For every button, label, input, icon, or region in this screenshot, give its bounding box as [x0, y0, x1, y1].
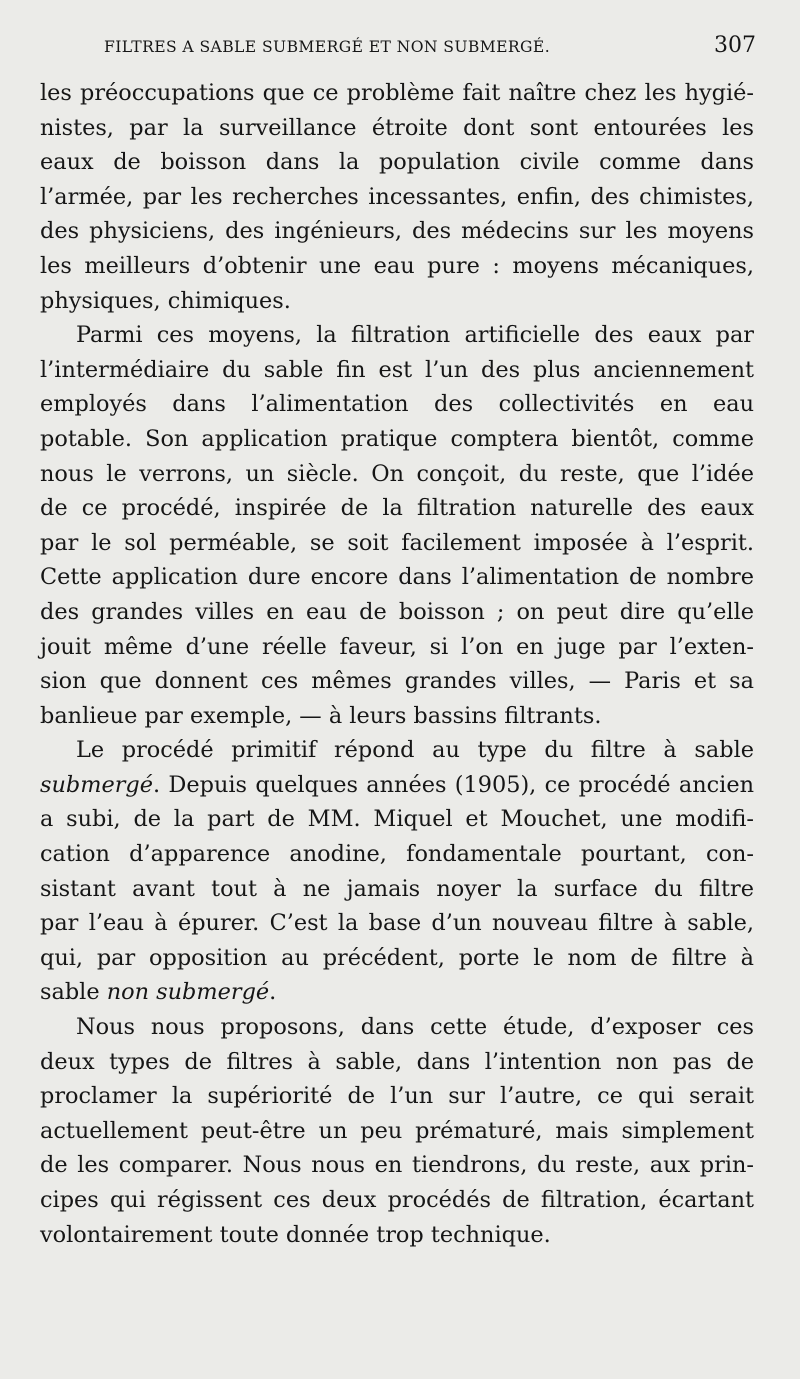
paragraph: [40, 76, 754, 318]
text-line: par le sol perméable, se soit facilement imposée à l’esprit.: [40, 529, 754, 556]
text-line: a subi, de la part de MM. Miquel et Mouchet, une modifi-: [40, 806, 754, 833]
text-line: banlieue par exemple, — à leurs bassins filtrants.: [40, 702, 602, 729]
body-text: [40, 76, 754, 1252]
paragraph: [40, 1010, 754, 1252]
text-line: eaux de boisson dans la population civile comme dans: [40, 149, 754, 176]
text-line: de les comparer. Nous nous en tiendrons, du reste, aux prin-: [40, 1152, 754, 1179]
text-line: l’intermédiaire du sable fin est l’un des plus anciennement: [40, 356, 754, 383]
paragraph: [40, 733, 754, 1010]
text-line: deux types de filtres à sable, dans l’intention non pas de: [40, 1048, 754, 1075]
text-line: jouit même d’une réelle faveur, si l’on en juge par l’exten-: [40, 633, 754, 660]
text-line: Le procédé primitif répond au type du filtre à sable: [76, 737, 754, 764]
text-line: sable non submergé.: [40, 979, 277, 1006]
text-line: qui, par opposition au précédent, porte le nom de filtre à: [40, 944, 754, 971]
text-line: cation d’apparence anodine, fondamentale pourtant, con-: [40, 841, 754, 868]
italic-term: submergé: [40, 771, 154, 798]
text-line: les meilleurs d’obtenir une eau pure : moyens mécaniques,: [40, 252, 754, 279]
text-line: volontairement toute donnée trop technique.: [40, 1221, 551, 1248]
text-line: cipes qui régissent ces deux procédés de filtration, écartant: [40, 1187, 754, 1213]
text-line: nistes, par la surveillance étroite dont sont entourées les: [40, 114, 754, 141]
text-line: les préoccupations que ce problème fait naître chez les hygié-: [40, 80, 754, 106]
running-head: [64, 34, 754, 74]
text-line: des grandes villes en eau de boisson ; on peut dire qu’elle: [40, 598, 754, 625]
text-line: potable. Son application pratique comptera bientôt, comme: [40, 425, 754, 452]
text-line: proclamer la supériorité de l’un sur l’autre, ce qui serait: [40, 1083, 754, 1110]
text-line: de ce procédé, inspirée de la filtration naturelle des eaux: [40, 495, 754, 522]
text-line: Parmi ces moyens, la filtration artificielle des eaux par: [76, 322, 754, 349]
text-line: des physiciens, des ingénieurs, des médecins sur les moyens: [40, 218, 754, 245]
text-line: [40, 768, 754, 803]
text-line: sistant avant tout à ne jamais noyer la surface du filtre: [40, 875, 754, 902]
text-line: par l’eau à épurer. C’est la base d’un nouveau filtre à sable,: [40, 910, 754, 937]
running-head-title: FILTRES A SABLE SUBMERGÉ ET NON SUBMERGÉ.: [104, 38, 551, 56]
italic-term: submergé. Depuis quelques années (1905), ce procédé ancien: [40, 771, 754, 798]
text-line: Cette application dure encore dans l’alimentation de nombre: [40, 564, 754, 591]
text-line: Nous nous proposons, dans cette étude, d’exposer ces: [76, 1014, 754, 1041]
italic-term: non submergé: [106, 979, 270, 1006]
text-line: sion que donnent ces mêmes grandes villes, — Paris et sa: [40, 668, 754, 695]
text-line: physiques, chimiques.: [40, 287, 291, 314]
page-number: 307: [714, 33, 756, 58]
text-line: employés dans l’alimentation des collectivités en eau: [40, 391, 754, 418]
paragraph: [40, 318, 754, 733]
text-line: actuellement peut-être un peu prématuré, mais simplement: [40, 1117, 754, 1144]
text-line: l’armée, par les recherches incessantes, enfin, des chimistes,: [40, 183, 754, 210]
text-line: nous le verrons, un siècle. On conçoit, du reste, que l’idée: [40, 460, 754, 487]
